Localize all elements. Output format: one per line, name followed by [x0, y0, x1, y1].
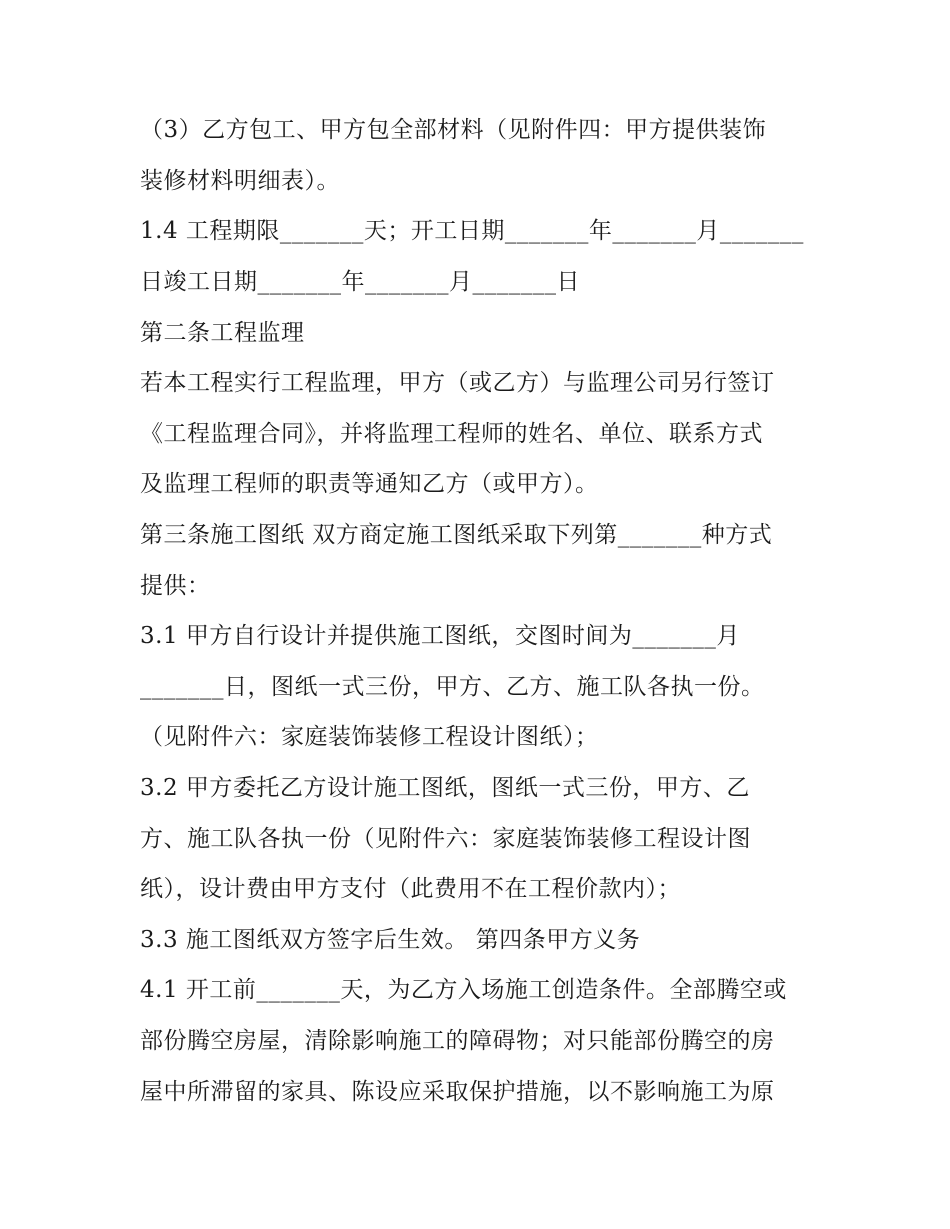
- text-line: 纸），设计费由甲方支付（此费用不在工程价款内）；: [140, 876, 681, 902]
- text-line: 1.4 工程期限_______天；开工日期_______年_______月_______: [140, 218, 804, 244]
- text-line: 部份腾空房屋，清除影响施工的障碍物；对只能部份腾空的房: [140, 1028, 775, 1054]
- text-line: 《工程监理合同》，并将监理工程师的姓名、单位、联系方式: [140, 421, 763, 447]
- text-line: （3）乙方包工、甲方包全部材料（见附件四：甲方提供装饰: [140, 117, 767, 143]
- text-line: 第三条施工图纸 双方商定施工图纸采取下列第_______种方式: [140, 522, 773, 548]
- text-line: 3.1 甲方自行设计并提供施工图纸，交图时间为_______月: [140, 623, 740, 649]
- text-line: 屋中所滞留的家具、陈设应采取保护措施，以不影响施工为原: [140, 1079, 775, 1105]
- text-line: 若本工程实行工程监理，甲方（或乙方）与监理公司另行签订: [140, 370, 775, 396]
- text-line: _______日，图纸一式三份，甲方、乙方、施工队各执一份。: [140, 674, 765, 700]
- text-line: 4.1 开工前_______天，为乙方入场施工创造条件。全部腾空或: [140, 977, 787, 1003]
- text-line: （见附件六：家庭装饰装修工程设计图纸）；: [140, 724, 599, 750]
- section-heading: 第二条工程监理: [140, 320, 305, 346]
- text-line: 3.3 施工图纸双方签字后生效。 第四条甲方义务: [140, 927, 641, 953]
- text-line: 装修材料明细表）。: [140, 168, 340, 194]
- text-line: 3.2 甲方委托乙方设计施工图纸，图纸一式三份，甲方、乙: [140, 775, 750, 801]
- text-line: 及监理工程师的职责等通知乙方（或甲方）。: [140, 471, 599, 497]
- text-line: 日竣工日期_______年_______月_______日: [140, 269, 580, 295]
- text-line: 提供：: [140, 573, 211, 599]
- text-line: 方、施工队各执一份（见附件六：家庭装饰装修工程设计图: [140, 826, 751, 852]
